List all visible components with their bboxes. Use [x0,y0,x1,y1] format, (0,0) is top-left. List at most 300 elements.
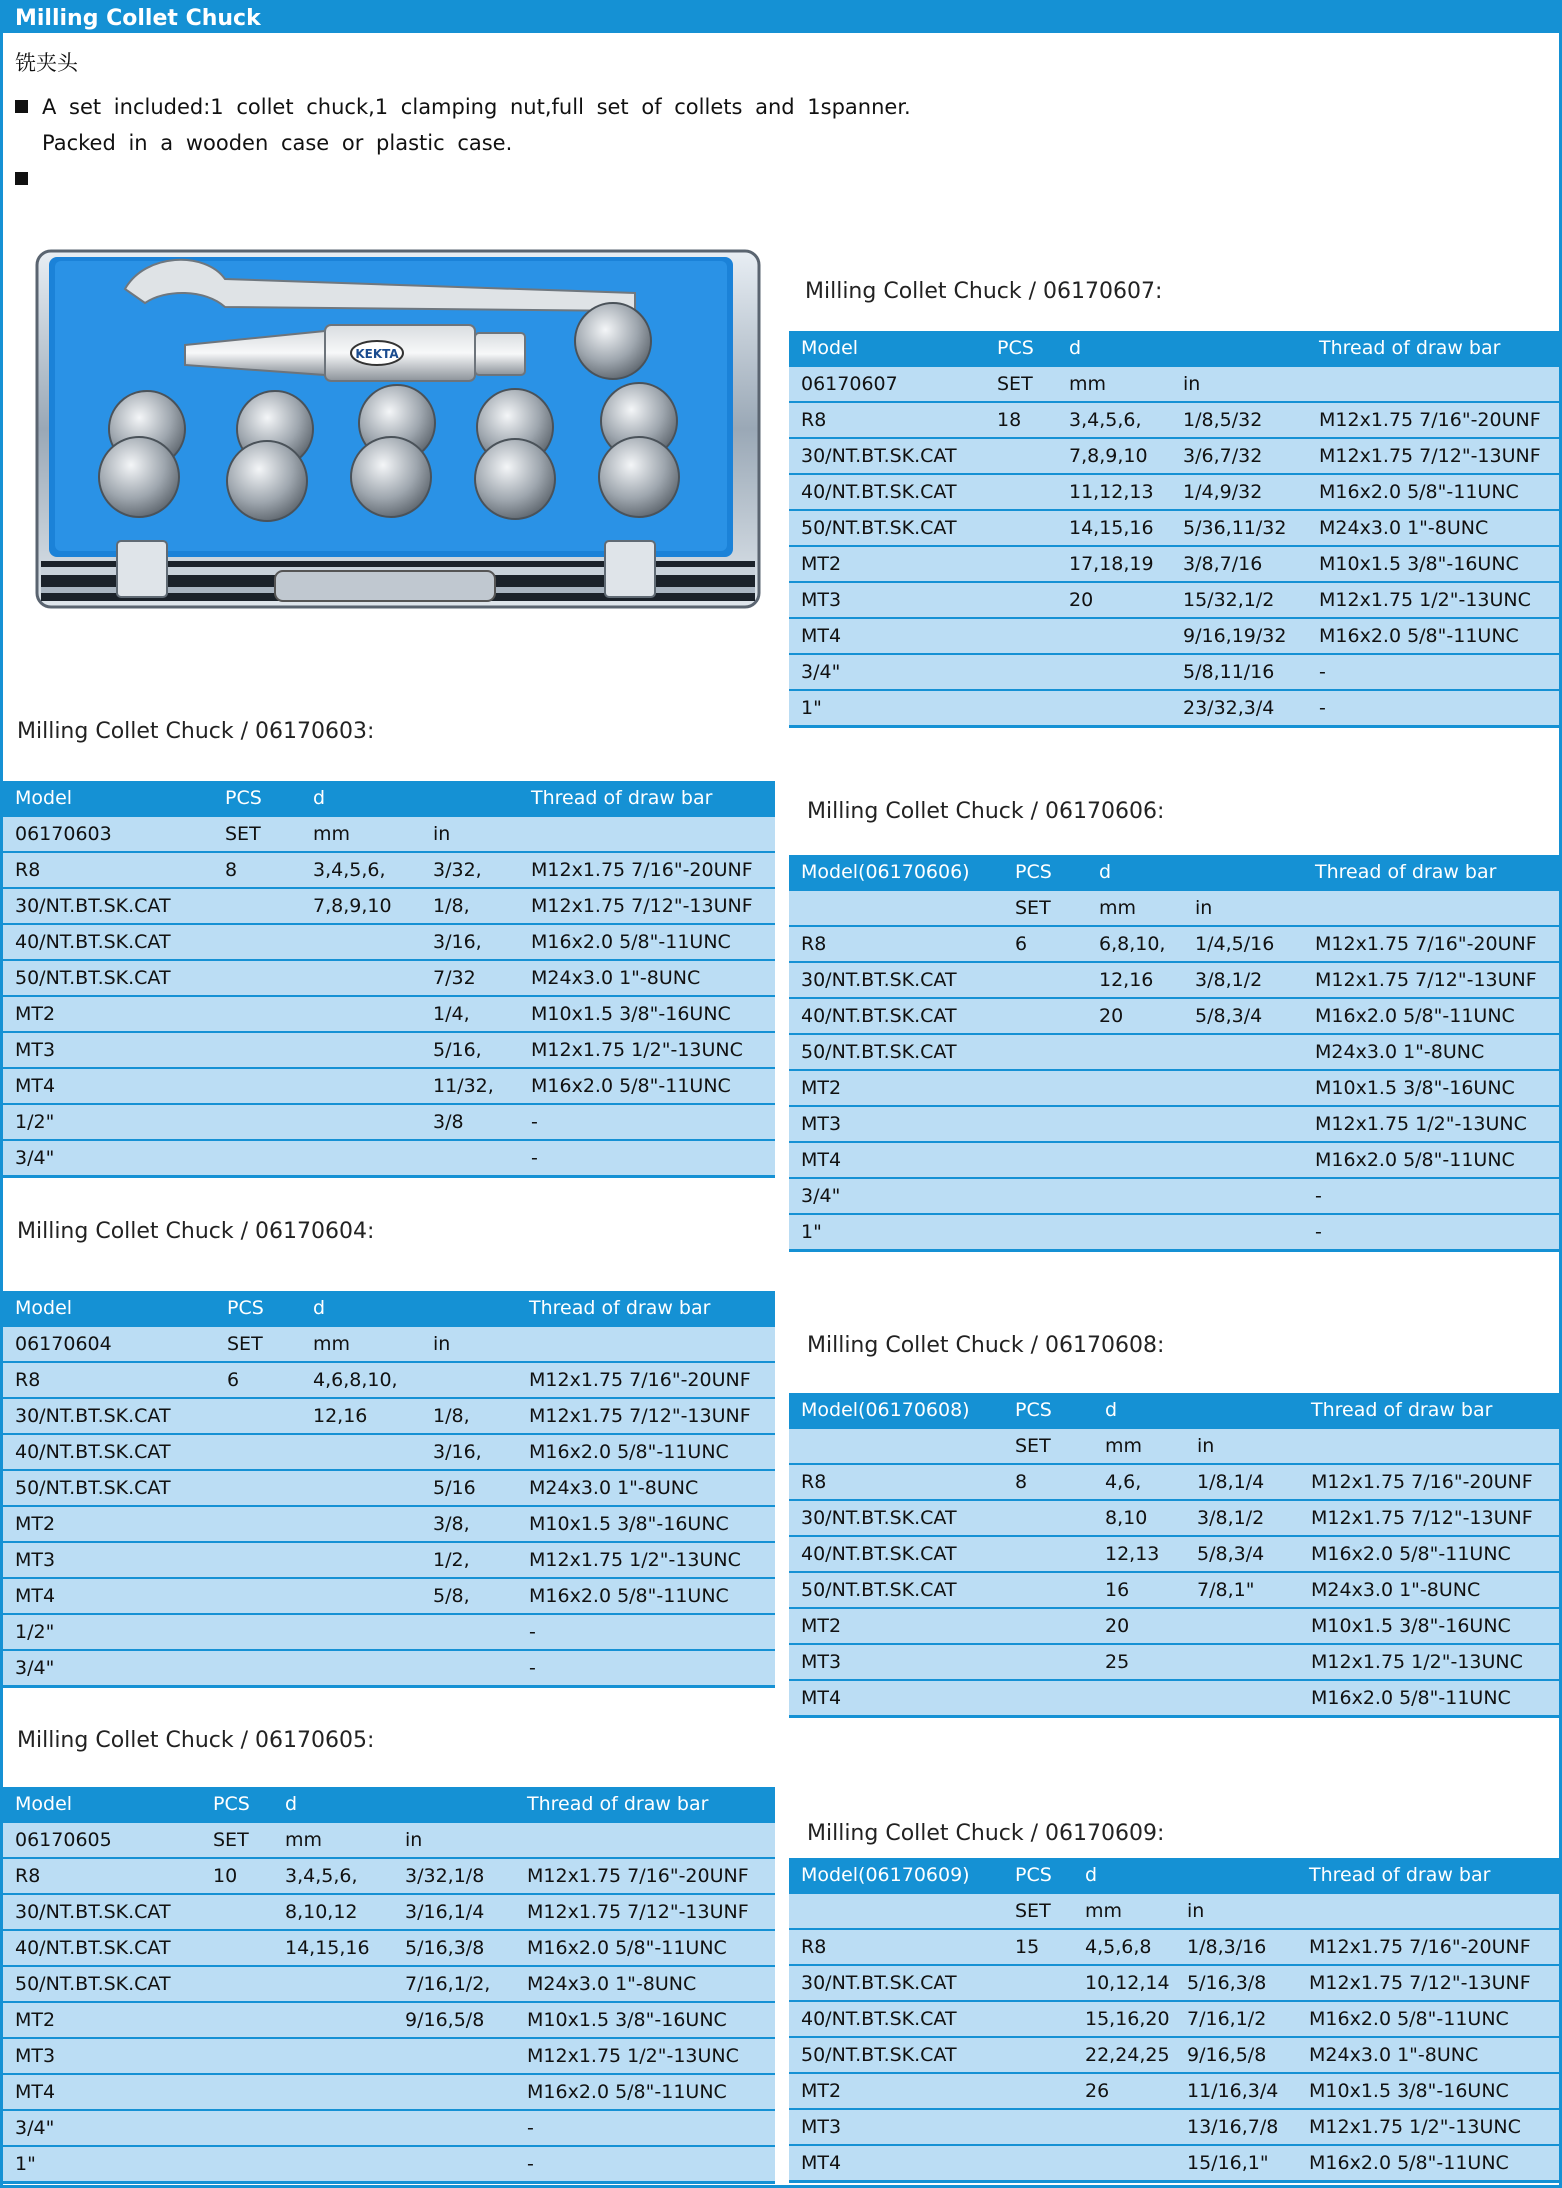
table-cell: in [1175,1893,1297,1929]
table-cell [1183,1178,1303,1214]
table-row [3,1434,775,1470]
table-cell: M16x2.0 5/8"-11UNC [1297,2145,1559,2182]
table-cell [301,960,421,996]
table-cell: mm [273,1822,393,1858]
table-row [3,1398,775,1434]
table-row [789,1500,1559,1536]
table-cell: 9/16,5/8 [393,2002,515,2038]
table-row [3,1326,775,1362]
header-cell [393,1787,515,1822]
table-cell: MT2 [789,1070,1003,1106]
table-cell: 3/16, [421,1434,517,1470]
table-cell: M12x1.75 1/2"-13UNC [1297,2109,1559,2145]
table-cell [1003,2145,1073,2182]
table-cell: M12x1.75 7/16"-20UNF [1303,926,1559,962]
table-cell: 15/32,1/2 [1171,582,1307,618]
table-cell: 7/16,1/2, [393,1966,515,2002]
table-cell: - [1303,1214,1559,1251]
table-cell: 1/4, [421,996,519,1032]
table-cell [201,2002,273,2038]
table-cell: mm [1073,1893,1175,1929]
table-cell: 3/8 [421,1104,519,1140]
table-cell: 3/4" [3,1140,213,1177]
table-cell [215,1578,301,1614]
table-row [789,890,1559,926]
table-row [3,1542,775,1578]
header-cell: PCS [1003,1858,1073,1893]
table-cell: 5/36,11/32 [1171,510,1307,546]
table-title-06170607: Milling Collet Chuck / 06170607: [805,279,1163,304]
table-cell [1057,690,1171,727]
table-cell: - [519,1140,775,1177]
table-cell [1299,1428,1559,1464]
table-row [3,1362,775,1398]
table-cell: 10,12,14 [1073,1965,1175,2001]
table-cell [301,1068,421,1104]
table-cell: 9/16,5/8 [1175,2037,1297,2073]
table-row [3,1506,775,1542]
header-cell: PCS [1003,855,1087,890]
table-cell: M12x1.75 7/12"-13UNF [1299,1500,1559,1536]
table-cell: 50/NT.BT.SK.CAT [3,1470,215,1506]
table-cell: 7,8,9,10 [301,888,421,924]
table-cell: 30/NT.BT.SK.CAT [3,888,213,924]
table-row [789,1178,1559,1214]
table-row [789,2037,1559,2073]
table-cell [213,1140,301,1177]
table-header-row [3,1787,775,1822]
table-row [789,1893,1559,1929]
table-cell [201,2074,273,2110]
table-row [3,1930,775,1966]
table-cell: SET [1003,1893,1073,1929]
table-cell: M24x3.0 1"-8UNC [1303,1034,1559,1070]
table-row [3,888,775,924]
page-title: Milling Collet Chuck [15,6,261,31]
table-cell [201,2038,273,2074]
table-row [789,438,1559,474]
table-cell: M10x1.5 3/8"-16UNC [1299,1608,1559,1644]
table-cell: 3/8, [421,1506,517,1542]
table-cell: in [1185,1428,1299,1464]
table-cell: M12x1.75 7/16"-20UNF [515,1858,775,1894]
table-cell: 11/32, [421,1068,519,1104]
table-cell: M24x3.0 1"-8UNC [1299,1572,1559,1608]
table-cell: 5/8,11/16 [1171,654,1307,690]
header-cell: Model [3,1787,201,1822]
table-cell: M16x2.0 5/8"-11UNC [517,1578,775,1614]
table-cell: M24x3.0 1"-8UNC [1297,2037,1559,2073]
header-cell: Model(06170606) [789,855,1003,890]
header-cell: d [1057,331,1171,366]
table-cell: 20 [1087,998,1183,1034]
table-cell: M12x1.75 1/2"-13UNC [1307,582,1559,618]
table-cell [1185,1608,1299,1644]
table-cell: 5/16,3/8 [1175,1965,1297,2001]
table-cell [213,924,301,960]
table-cell: 30/NT.BT.SK.CAT [789,1965,1003,2001]
header-cell: d [273,1787,393,1822]
table-cell [215,1614,301,1650]
table-cell: 40/NT.BT.SK.CAT [789,998,1003,1034]
table-cell [1057,654,1171,690]
table-row [3,1470,775,1506]
table-header-row [3,1291,775,1326]
table-cell: 4,6, [1093,1464,1185,1500]
header-cell: Thread of draw bar [515,1787,775,1822]
table-row [789,1464,1559,1500]
table-title-06170606: Milling Collet Chuck / 06170606: [807,799,1165,824]
table-cell: 12,16 [1087,962,1183,998]
table-cell: mm [1057,366,1171,402]
table-cell: 3/6,7/32 [1171,438,1307,474]
table-cell: 3,4,5,6, [1057,402,1171,438]
table-cell: 5/8,3/4 [1183,998,1303,1034]
table-cell: 1/2" [3,1104,213,1140]
table-cell: 8,10 [1093,1500,1185,1536]
table-cell: M16x2.0 5/8"-11UNC [515,1930,775,1966]
table-cell: MT4 [789,618,985,654]
table-cell [215,1506,301,1542]
table-cell [985,654,1057,690]
table-cell [301,1104,421,1140]
table-cell: 6,8,10, [1087,926,1183,962]
spec-table-06170605 [3,1787,775,2184]
table-cell [301,1140,421,1177]
table-row [3,1894,775,1930]
table-cell [213,996,301,1032]
table-header-row [789,1858,1559,1893]
table-cell: MT3 [3,1032,213,1068]
table-cell [215,1398,301,1434]
table-cell: M12x1.75 1/2"-13UNC [515,2038,775,2074]
table-cell: MT4 [789,1680,1003,1717]
table-cell: MT4 [3,1068,213,1104]
table-cell: SET [985,366,1057,402]
table-cell: MT2 [3,2002,201,2038]
table-cell: M12x1.75 7/12"-13UNF [1303,962,1559,998]
table-row [3,2146,775,2183]
table-cell [213,1068,301,1104]
table-cell [1003,1142,1087,1178]
table-cell [201,1966,273,2002]
table-cell: M10x1.5 3/8"-16UNC [515,2002,775,2038]
table-row [3,1068,775,1104]
table-cell [1297,1893,1559,1929]
table-cell: 06170603 [3,816,213,852]
table-cell [515,1822,775,1858]
table-cell: 3/8,7/16 [1171,546,1307,582]
table-cell: R8 [789,402,985,438]
header-cell [421,1291,517,1326]
table-cell: 06170607 [789,366,985,402]
table-cell: 1/8, [421,888,519,924]
header-cell: d [1087,855,1183,890]
table-cell: M16x2.0 5/8"-11UNC [1299,1680,1559,1717]
table-cell: 10 [201,1858,273,1894]
table-row [789,1034,1559,1070]
table-cell: 06170604 [3,1326,215,1362]
table-row [3,2074,775,2110]
table-cell: in [421,1326,517,1362]
table-cell [215,1470,301,1506]
table-cell: 12,13 [1093,1536,1185,1572]
header-cell: d [301,1291,421,1326]
table-cell: 3/4" [789,654,985,690]
table-cell: - [517,1614,775,1650]
table-cell [1003,962,1087,998]
table-cell: R8 [789,1464,1003,1500]
table-cell [1093,1680,1185,1717]
table-cell: 1" [789,1214,1003,1251]
table-cell: 26 [1073,2073,1175,2109]
table-cell [1003,1178,1087,1214]
table-cell [1087,1034,1183,1070]
table-cell: M16x2.0 5/8"-11UNC [517,1434,775,1470]
table-cell: M10x1.5 3/8"-16UNC [1303,1070,1559,1106]
table-cell [273,2074,393,2110]
table-cell: 30/NT.BT.SK.CAT [789,962,1003,998]
table-cell [301,1614,421,1650]
table-cell [421,1362,517,1398]
table-cell [1003,1965,1073,2001]
table-cell [1003,1106,1087,1142]
table-cell [1003,1572,1093,1608]
table-cell: mm [1087,890,1183,926]
table-cell [1003,2001,1073,2037]
table-row [789,926,1559,962]
table-cell: M12x1.75 7/16"-20UNF [517,1362,775,1398]
table-cell [393,2074,515,2110]
table-cell [1003,1680,1093,1717]
header-cell [421,781,519,816]
table-cell [273,1966,393,2002]
header-cell: d [301,781,421,816]
table-cell: 8 [1003,1464,1093,1500]
table-cell: in [393,1822,515,1858]
header-cell: Model(06170609) [789,1858,1003,1893]
table-cell [1185,1644,1299,1680]
table-cell: MT4 [3,1578,215,1614]
table-cell [393,2038,515,2074]
table-cell: mm [301,1326,421,1362]
table-cell: M24x3.0 1"-8UNC [519,960,775,996]
table-row [789,2073,1559,2109]
table-cell: 11,12,13 [1057,474,1171,510]
table-cell: 1/4,9/32 [1171,474,1307,510]
table-cell: M12x1.75 1/2"-13UNC [1299,1644,1559,1680]
table-cell: 4,5,6,8 [1073,1929,1175,1965]
table-cell: 15 [1003,1929,1073,1965]
table-cell: MT3 [3,1542,215,1578]
table-cell [273,2110,393,2146]
table-row [789,1572,1559,1608]
table-cell: 11/16,3/4 [1175,2073,1297,2109]
table-row [789,1680,1559,1717]
table-row [3,924,775,960]
table-cell: - [1303,1178,1559,1214]
table-cell: SET [1003,1428,1093,1464]
table-cell: SET [215,1326,301,1362]
table-cell: 1/4,5/16 [1183,926,1303,962]
table-row [3,2110,775,2146]
table-row [789,962,1559,998]
table-title-06170604: Milling Collet Chuck / 06170604: [17,1219,375,1244]
table-cell [1003,1214,1087,1251]
table-cell: 4,6,8,10, [301,1362,421,1398]
table-cell [1003,1034,1087,1070]
table-cell: M10x1.5 3/8"-16UNC [1297,2073,1559,2109]
table-cell: 1" [3,2146,201,2183]
table-cell [273,2146,393,2183]
table-cell: - [515,2146,775,2183]
spec-table-06170607 [789,331,1559,728]
table-cell [301,1542,421,1578]
table-cell: 18 [985,402,1057,438]
table-cell [985,546,1057,582]
table-cell: 50/NT.BT.SK.CAT [789,1572,1003,1608]
svg-text:KEKTA: KEKTA [355,347,399,361]
table-cell [215,1542,301,1578]
table-cell: M12x1.75 7/16"-20UNF [519,852,775,888]
table-cell: M24x3.0 1"-8UNC [515,1966,775,2002]
table-cell [201,2110,273,2146]
table-row [3,1614,775,1650]
table-cell: 17,18,19 [1057,546,1171,582]
table-row [789,2001,1559,2037]
table-cell: M24x3.0 1"-8UNC [1307,510,1559,546]
table-row [3,1858,775,1894]
table-cell [1003,2037,1073,2073]
spec-table-06170606 [789,855,1559,1252]
table-cell [985,582,1057,618]
table-cell: 13/16,7/8 [1175,2109,1297,2145]
header-cell: Thread of draw bar [1299,1393,1559,1428]
table-row [3,2002,775,2038]
header-cell: Thread of draw bar [519,781,775,816]
table-cell [789,1428,1003,1464]
table-cell: 3/8,1/2 [1183,962,1303,998]
table-cell: M12x1.75 7/12"-13UNF [1307,438,1559,474]
table-cell [301,996,421,1032]
table-cell [301,1434,421,1470]
table-cell [301,1032,421,1068]
table-cell: 40/NT.BT.SK.CAT [789,474,985,510]
table-header-row [3,781,775,816]
table-cell: 6 [1003,926,1087,962]
table-cell: 1/2, [421,1542,517,1578]
table-cell: MT3 [789,582,985,618]
table-row [3,852,775,888]
table-cell: SET [1003,890,1087,926]
table-cell [421,1650,517,1687]
table-cell [1073,2109,1175,2145]
header-cell: PCS [213,781,301,816]
table-header-row [789,855,1559,890]
table-row [789,690,1559,727]
table-cell: 7/16,1/2 [1175,2001,1297,2037]
table-cell: M12x1.75 7/12"-13UNF [517,1398,775,1434]
table-row [789,582,1559,618]
table-cell: 40/NT.BT.SK.CAT [3,1930,201,1966]
table-cell: M12x1.75 1/2"-13UNC [517,1542,775,1578]
table-row [789,1965,1559,2001]
table-cell: 5/8, [421,1578,517,1614]
table-cell: 8 [213,852,301,888]
table-cell: 40/NT.BT.SK.CAT [789,1536,1003,1572]
table-cell: 3/4" [3,1650,215,1687]
table-cell: SET [213,816,301,852]
table-cell [393,2146,515,2183]
table-row [789,1536,1559,1572]
table-header-row [789,1393,1559,1428]
header-cell: Thread of draw bar [517,1291,775,1326]
table-row [3,1650,775,1687]
table-cell: 7/8,1" [1185,1572,1299,1608]
table-row [789,1428,1559,1464]
table-cell: 3,4,5,6, [301,852,421,888]
table-cell: - [1307,654,1559,690]
table-cell: - [519,1104,775,1140]
table-cell: 50/NT.BT.SK.CAT [789,1034,1003,1070]
table-title-06170609: Milling Collet Chuck / 06170609: [807,1821,1165,1846]
page-subtitle: 铣夹头 [15,51,78,75]
table-cell: 23/32,3/4 [1171,690,1307,727]
table-cell [1003,1070,1087,1106]
table-cell: 15/16,1" [1175,2145,1297,2182]
table-cell: 12,16 [301,1398,421,1434]
table-cell: 5/16,3/8 [393,1930,515,1966]
table-cell: 7,8,9,10 [1057,438,1171,474]
table-row [3,1104,775,1140]
table-cell: M12x1.75 7/16"-20UNF [1299,1464,1559,1500]
table-cell: M16x2.0 5/8"-11UNC [519,1068,775,1104]
table-cell [1183,1214,1303,1251]
table-header-row [789,331,1559,366]
table-cell: 3/4" [3,2110,201,2146]
table-cell: 50/NT.BT.SK.CAT [789,510,985,546]
table-row [3,960,775,996]
table-cell: MT2 [789,1608,1003,1644]
table-cell [1183,1142,1303,1178]
table-cell [421,1140,519,1177]
table-cell [1183,1070,1303,1106]
table-cell: 25 [1093,1644,1185,1680]
table-cell [1003,2109,1073,2145]
header-cell: PCS [201,1787,273,1822]
table-cell: 50/NT.BT.SK.CAT [3,1966,201,2002]
table-cell: M16x2.0 5/8"-11UNC [1303,998,1559,1034]
table-cell [1073,2145,1175,2182]
table-row [789,510,1559,546]
table-row [3,1578,775,1614]
table-cell [1087,1142,1183,1178]
table-cell [1003,1536,1093,1572]
table-cell: MT2 [789,546,985,582]
table-cell: 40/NT.BT.SK.CAT [3,1434,215,1470]
table-cell [1303,890,1559,926]
table-row [3,2038,775,2074]
table-row [789,1644,1559,1680]
table-cell: - [515,2110,775,2146]
table-cell: 8,10,12 [273,1894,393,1930]
description-line-2: Packed in a wooden case or plastic case. [42,131,513,155]
table-cell [985,510,1057,546]
table-cell: 20 [1057,582,1171,618]
header-cell: Thread of draw bar [1297,1858,1559,1893]
table-cell [789,890,1003,926]
table-cell [201,1894,273,1930]
